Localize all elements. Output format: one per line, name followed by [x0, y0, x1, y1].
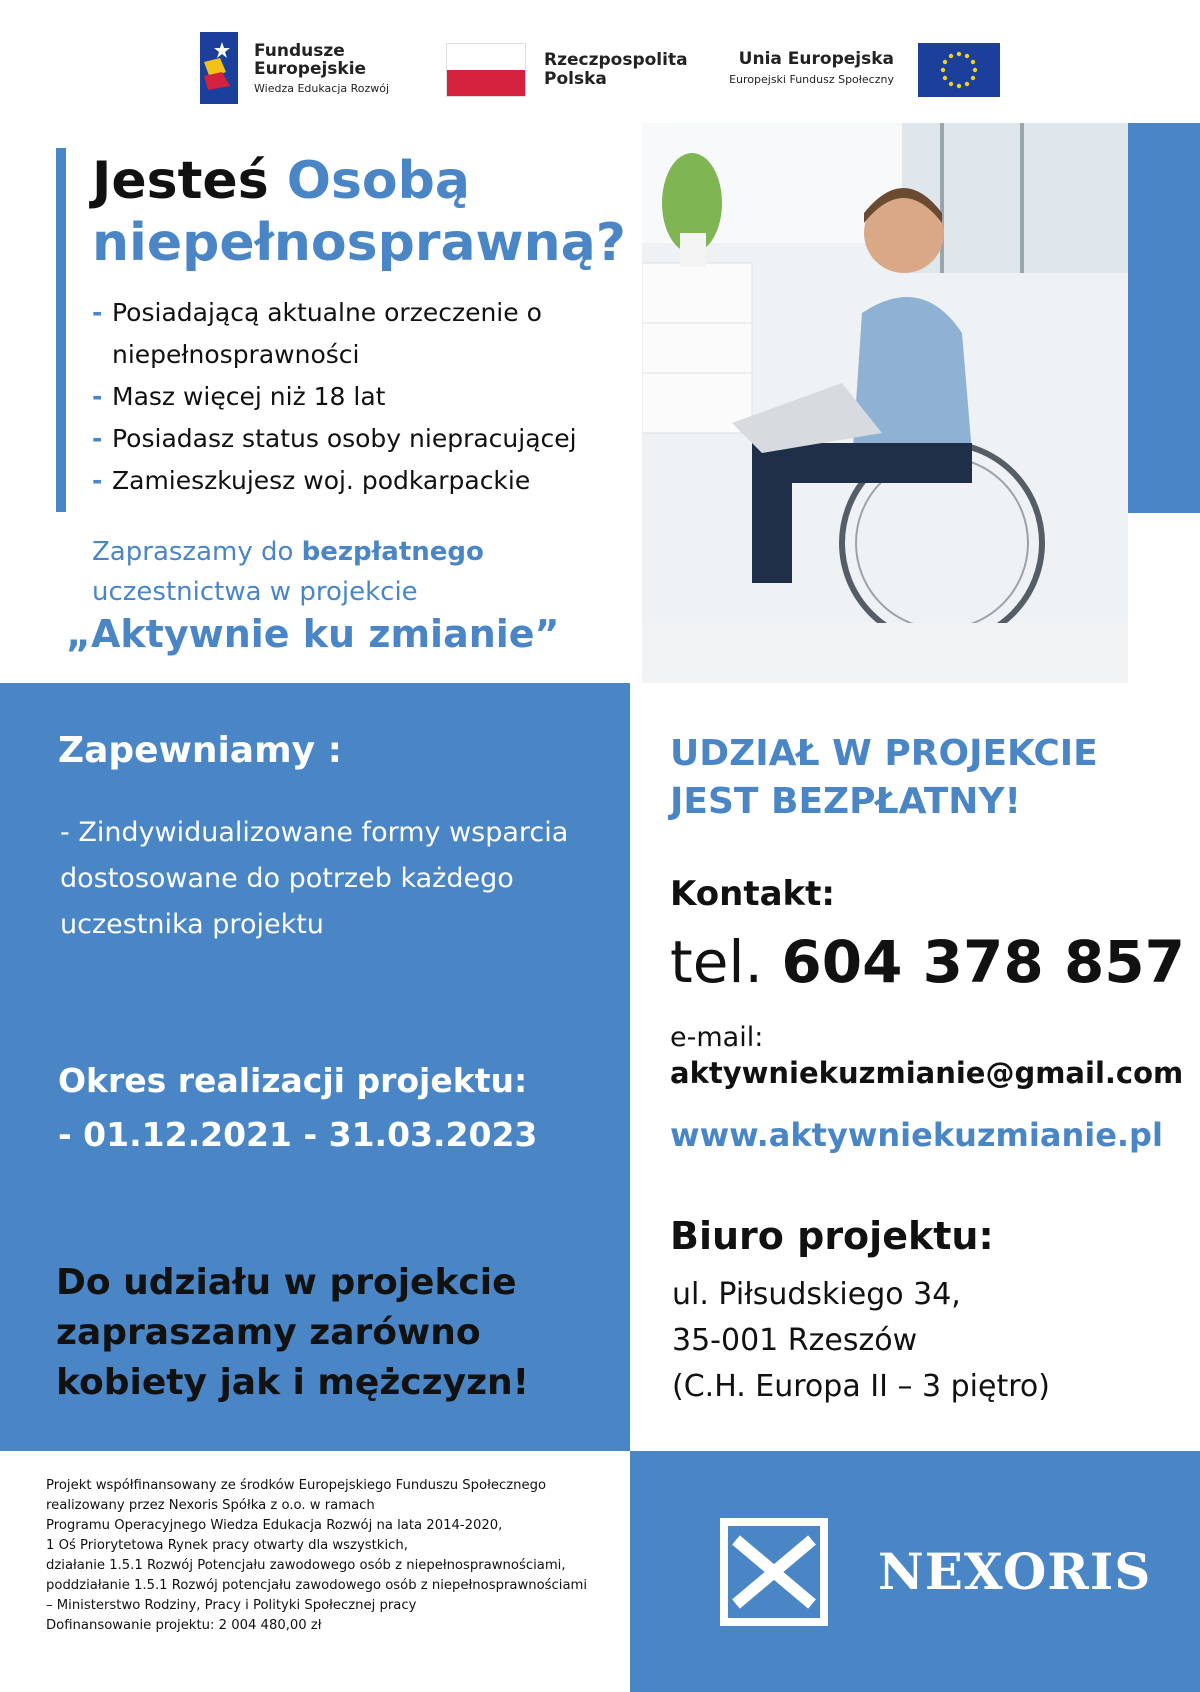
ue-logo-text: Unia Europejska Europejski Fundusz Społeczny [729, 49, 894, 86]
invite-text: Zapraszamy do bezpłatnego uczestnictwa w projekcie [92, 537, 484, 607]
zapewniamy-heading: Zapewniamy : [58, 730, 343, 771]
fundusze-europejskie-logo [200, 32, 420, 104]
both-genders-text: Do udziału w projekcie zapraszamy zarówno kobiety jak i mężczyzn! [56, 1262, 530, 1403]
polish-flag-icon [446, 43, 526, 97]
list-item: - Posiadającą aktualne orzeczenie o niepełnosprawności [92, 298, 542, 369]
headline: Jesteś Osobą niepełnosprawną? [92, 151, 626, 273]
project-title: „Aktywnie ku zmianie” [66, 612, 560, 656]
contact-heading: Kontakt: [670, 874, 835, 914]
zapewniamy-item: - Zindywidualizowane formy wsparcia dostosowane do potrzeb każdego uczestnika projektu [60, 817, 569, 940]
fe-star-icon [200, 32, 238, 104]
accent-block [1128, 123, 1200, 513]
office-address: ul. Piłsudskiego 34, 35-001 Rzeszów (C.H. Europa II – 3 piętro) [672, 1277, 1050, 1404]
rzeczpospolita-polska-logo [446, 43, 686, 97]
list-item: - Posiadasz status osoby niepracującej [92, 424, 577, 453]
criteria-list [92, 292, 632, 502]
email-link[interactable]: aktywniekuzmianie@gmail.com [670, 1056, 1184, 1090]
wheelchair-user-photo [642, 123, 1128, 683]
email-label: e-mail: [670, 1022, 764, 1053]
unia-europejska-logo [700, 43, 1000, 97]
project-period: Okres realizacji projektu: - 01.12.2021 - 31.03.2023 [58, 1061, 538, 1154]
rp-logo-text: Rzeczpospolita Polska [544, 50, 688, 89]
nexoris-wordmark: NEXORIS [878, 1542, 1152, 1601]
accent-bar [56, 148, 66, 512]
nexoris-logo-icon [720, 1518, 828, 1626]
website-link[interactable]: www.aktywniekuzmianie.pl [670, 1116, 1163, 1154]
legal-notice: Projekt współfinansowany ze środków Europejskiego Funduszu Społecznego realizowany przez Nexoris Spółka z o.o. w ramach Programu Operacyjnego Wiedza Edukacja Rozwój na lata 2014-2020, 1 Oś Priorytetowa Rynek pracy otwarty dla wszystkich, działanie 1.5.1 Rozwój Potencjału zawodowego osób z niepełnosprawnościami, poddziałanie 1.5.1 Rozwój potencjału zawodowego osób z niepełnosprawnościami – Ministerstwo Rodziny, Pracy i Polityki Społecznej pracy Dofinansowanie projektu: 2 004 480,00 zł [46, 1478, 588, 1633]
office-heading: Biuro projektu: [670, 1214, 994, 1258]
eu-flag-icon [918, 43, 1000, 97]
free-participation-heading: UDZIAŁ W PROJEKCIE JEST BEZPŁATNY! [670, 733, 1098, 822]
fe-logo-text: Fundusze Europejskie Wiedza Edukacja Rozwój [254, 41, 390, 95]
photo-illustration [642, 123, 1128, 683]
phone-number[interactable]: tel. 604 378 857 [670, 928, 1186, 996]
list-item: - Masz więcej niż 18 lat [92, 382, 386, 411]
list-item: - Zamieszkujesz woj. podkarpackie [92, 466, 531, 495]
